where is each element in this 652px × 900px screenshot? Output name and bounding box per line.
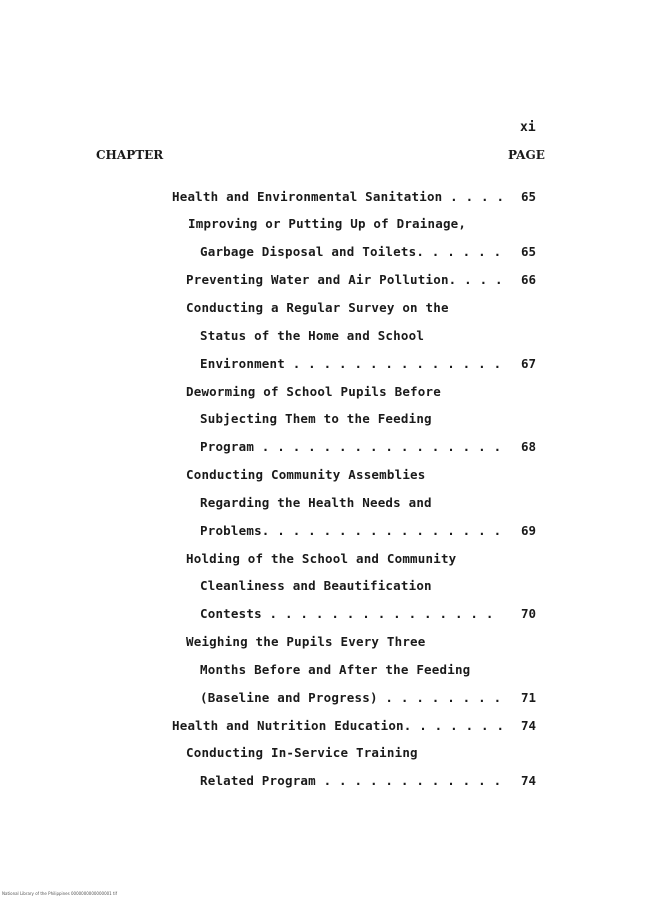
toc-entry: Holding of the School and Community <box>186 551 457 566</box>
toc-entry: Subjecting Them to the Feeding <box>200 411 432 426</box>
toc-page: 74 <box>521 773 537 788</box>
page-number: xi <box>520 120 536 135</box>
toc-entry: Health and Environmental Sanitation . . . . <box>172 189 505 204</box>
toc-entry: Improving or Putting Up of Drainage, <box>188 216 467 231</box>
toc-entry: Garbage Disposal and Toilets. . . . . . <box>200 244 502 259</box>
toc-entry: Conducting a Regular Survey on the <box>186 300 449 315</box>
toc-entry: Preventing Water and Air Pollution. . . . <box>186 272 503 287</box>
toc-entry: (Baseline and Progress) . . . . . . . . <box>200 690 502 705</box>
toc-entry: Months Before and After the Feeding <box>200 662 471 677</box>
toc-entry: Environment . . . . . . . . . . . . . . <box>200 356 502 371</box>
toc-entry: Problems. . . . . . . . . . . . . . . . <box>200 523 502 538</box>
chapter-heading: CHAPTER <box>96 148 164 162</box>
toc-page: 65 <box>521 189 537 204</box>
toc-page: 67 <box>521 356 537 371</box>
page-heading: PAGE <box>508 148 545 162</box>
toc-entry: Health and Nutrition Education. . . . . . . <box>172 718 505 733</box>
toc-entry: Status of the Home and School <box>200 328 425 343</box>
toc-entry: Regarding the Health Needs and <box>200 495 432 510</box>
toc-page: 68 <box>521 439 537 454</box>
scan-footer: National Library of the Philippines 0000000000000001 tif <box>2 891 118 896</box>
toc-entry: Contests . . . . . . . . . . . . . . . <box>200 606 494 621</box>
toc-page: 66 <box>521 272 537 287</box>
toc-entry: Program . . . . . . . . . . . . . . . . <box>200 439 502 454</box>
toc-page: 69 <box>521 523 537 538</box>
toc-entry: Conducting Community Assemblies <box>186 467 426 482</box>
toc-entry: Cleanliness and Beautification <box>200 578 432 593</box>
toc-page: 65 <box>521 244 537 259</box>
toc-entry: Deworming of School Pupils Before <box>186 384 441 399</box>
toc-page: 70 <box>521 606 537 621</box>
toc-page: 71 <box>521 690 537 705</box>
toc-entry: Conducting In-Service Training <box>186 745 418 760</box>
toc-entry: Weighing the Pupils Every Three <box>186 634 426 649</box>
toc-page: 74 <box>521 718 537 733</box>
toc-entry: Related Program . . . . . . . . . . . . <box>200 773 502 788</box>
